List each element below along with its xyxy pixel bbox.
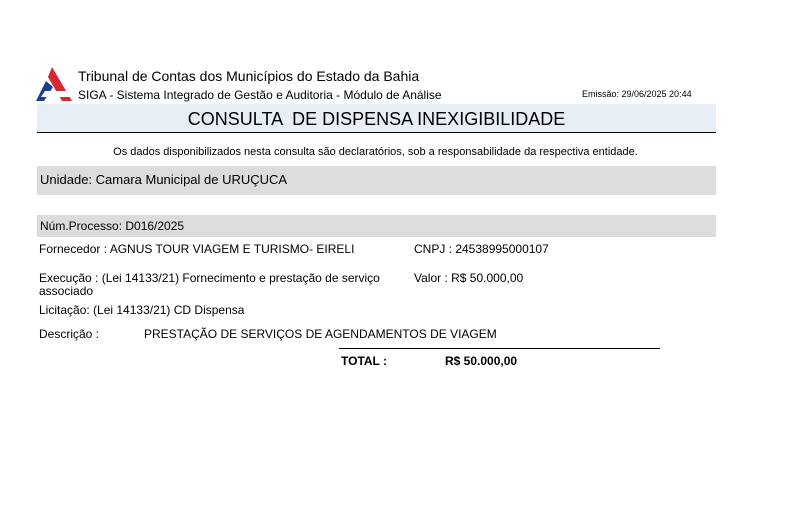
execution-line-2: associado bbox=[39, 284, 94, 298]
process-band bbox=[37, 215, 716, 237]
system-name: SIGA - Sistema Integrado de Gestão e Auditoria - Módulo de Análise bbox=[78, 88, 442, 102]
disclaimer-text: Os dados disponibilizados nesta consulta são declaratórios, sob a responsabilidade da respectiva entidade. bbox=[113, 146, 638, 158]
cnpj: CNPJ : 24538995000107 bbox=[414, 242, 549, 256]
page-title: CONSULTA DE DISPENSA INEXIGIBILIDADE bbox=[187, 109, 566, 129]
description-label: Descrição : bbox=[39, 327, 100, 341]
organization-name: Tribunal de Contas dos Municípios do Estado da Bahia bbox=[78, 68, 420, 84]
total-label: TOTAL : bbox=[341, 354, 387, 368]
emission-date: Emissão: 29/06/2025 20:44 bbox=[582, 89, 692, 99]
supplier: Fornecedor : AGNUS TOUR VIAGEM E TURISMO- EIRELI bbox=[39, 242, 355, 256]
tcm-bahia-logo-icon bbox=[36, 67, 72, 101]
total-value: R$ 50.000,00 bbox=[445, 354, 518, 368]
execution-line-1: Execução : (Lei 14133/21) Fornecimento e prestação de serviço bbox=[39, 271, 380, 285]
unit-band bbox=[37, 166, 716, 195]
total-divider bbox=[339, 348, 660, 349]
process-number: Núm.Processo: D016/2025 bbox=[40, 219, 185, 233]
unit-name: Unidade: Camara Municipal de URUÇUCA bbox=[40, 172, 288, 187]
bidding: Licitação: (Lei 14133/21) CD Dispensa bbox=[39, 303, 245, 317]
description-value: PRESTAÇÃO DE SERVIÇOS DE AGENDAMENTOS DE VIAGEM bbox=[144, 327, 497, 341]
value: Valor : R$ 50.000,00 bbox=[414, 271, 524, 285]
title-band bbox=[37, 104, 716, 133]
